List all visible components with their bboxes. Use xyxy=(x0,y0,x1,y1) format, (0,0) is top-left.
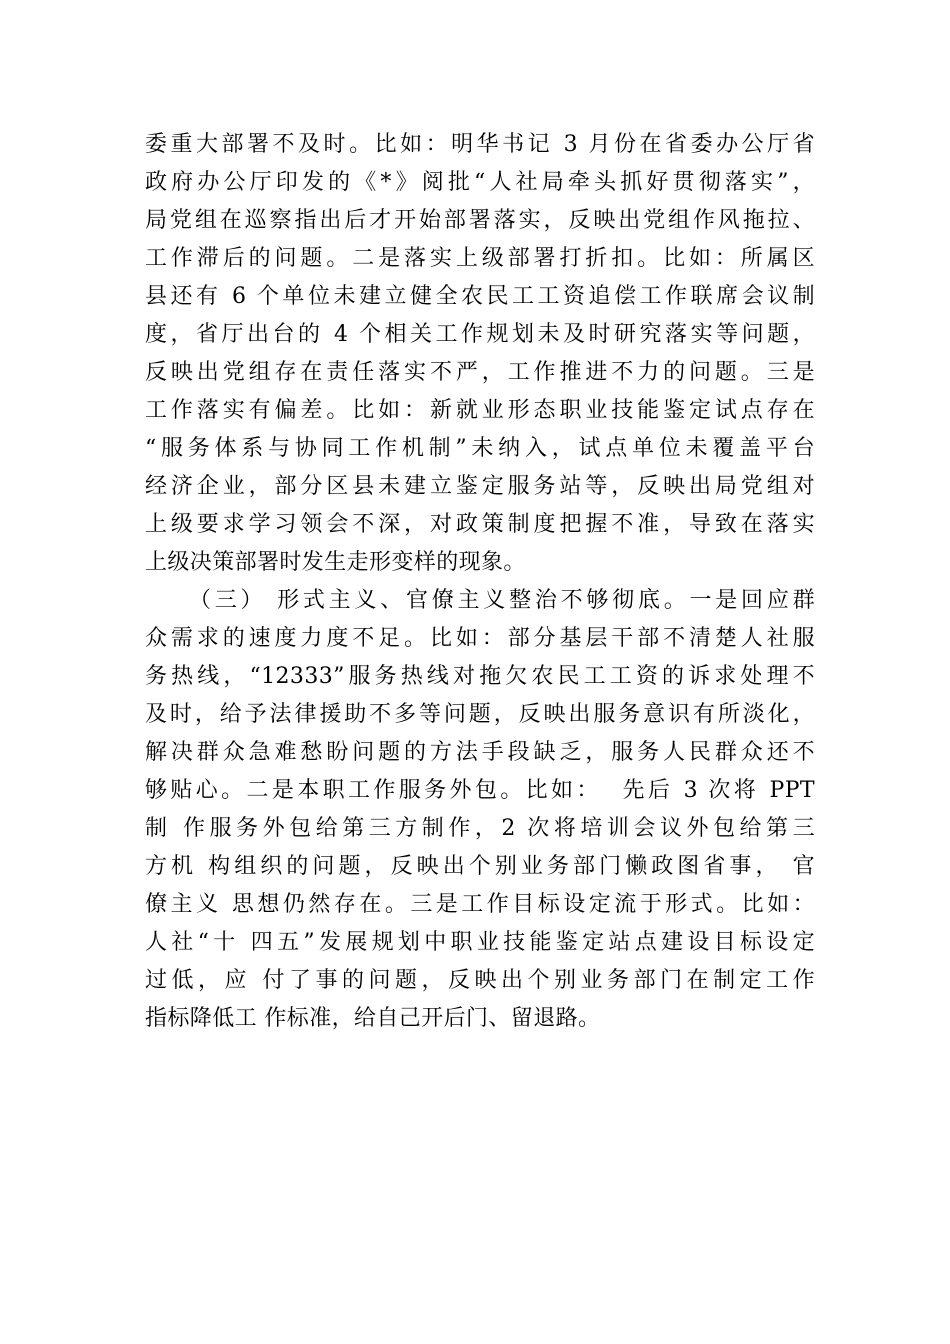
text-line: “服务体系与协同工作机制”未纳入，试点单位未覆盖平台 xyxy=(145,436,815,461)
text-line: 局党组在巡察指出后才开始部署落实，反映出党组作风拖拉、 xyxy=(145,208,815,233)
text-line: 解决群众急难愁盼问题的方法手段缺乏，服务人民群众还不 xyxy=(145,740,815,765)
section-heading-line: （三） 形式主义、官僚主义整治不够彻底。一是回应群 xyxy=(189,588,815,613)
text-line: 及时，给予法律援助不多等问题，反映出服务意识有所淡化， xyxy=(145,702,815,727)
text-line: 人社“十 四五”发展规划中职业技能鉴定站点建设目标设定 xyxy=(145,930,815,955)
text-line: 委重大部署不及时。比如：明华书记 3 月份在省委办公厅省 xyxy=(145,132,815,157)
text-line: 工作滞后的问题。二是落实上级部署打折扣。比如：所属区 xyxy=(145,246,815,271)
text-line: 够贴心。二是本职工作服务外包。比如： 先后 3 次将 PPT xyxy=(145,778,815,803)
text-line: 众需求的速度力度不足。比如：部分基层干部不清楚人社服 xyxy=(145,626,815,651)
text-line: 经济企业，部分区县未建立鉴定服务站等，反映出局党组对 xyxy=(145,474,815,499)
text-line: 上级决策部署时发生走形变样的现象。 xyxy=(145,550,526,575)
text-line: 政府办公厅印发的《*》阅批“人社局牵头抓好贯彻落实”， xyxy=(145,170,815,195)
text-line: 务热线，“12333”服务热线对拖欠农民工工资的诉求处理不 xyxy=(145,664,815,689)
text-line: 制 作服务外包给第三方制作，2 次将培训会议外包给第三 xyxy=(145,816,815,841)
body-text xyxy=(145,126,815,1038)
text-line: 工作落实有偏差。比如：新就业形态职业技能鉴定试点存在 xyxy=(145,398,815,423)
text-line: 上级要求学习领会不深，对政策制度把握不准，导致在落实 xyxy=(145,512,815,537)
text-line: 度，省厅出台的 4 个相关工作规划未及时研究落实等问题， xyxy=(145,322,815,347)
text-line: 县还有 6 个单位未建立健全农民工工资追偿工作联席会议制 xyxy=(145,284,815,309)
text-line: 僚主义 思想仍然存在。三是工作目标设定流于形式。比如： xyxy=(145,892,815,917)
text-line: 指标降低工 作标准，给自己开后门、留退路。 xyxy=(145,1006,601,1031)
text-line: 过低，应 付了事的问题，反映出个别业务部门在制定工作 xyxy=(145,968,815,993)
text-line: 方机 构组织的问题，反映出个别业务部门懒政图省事， 官 xyxy=(145,854,815,879)
text-line: 反映出党组存在责任落实不严，工作推进不力的问题。三是 xyxy=(145,360,815,385)
